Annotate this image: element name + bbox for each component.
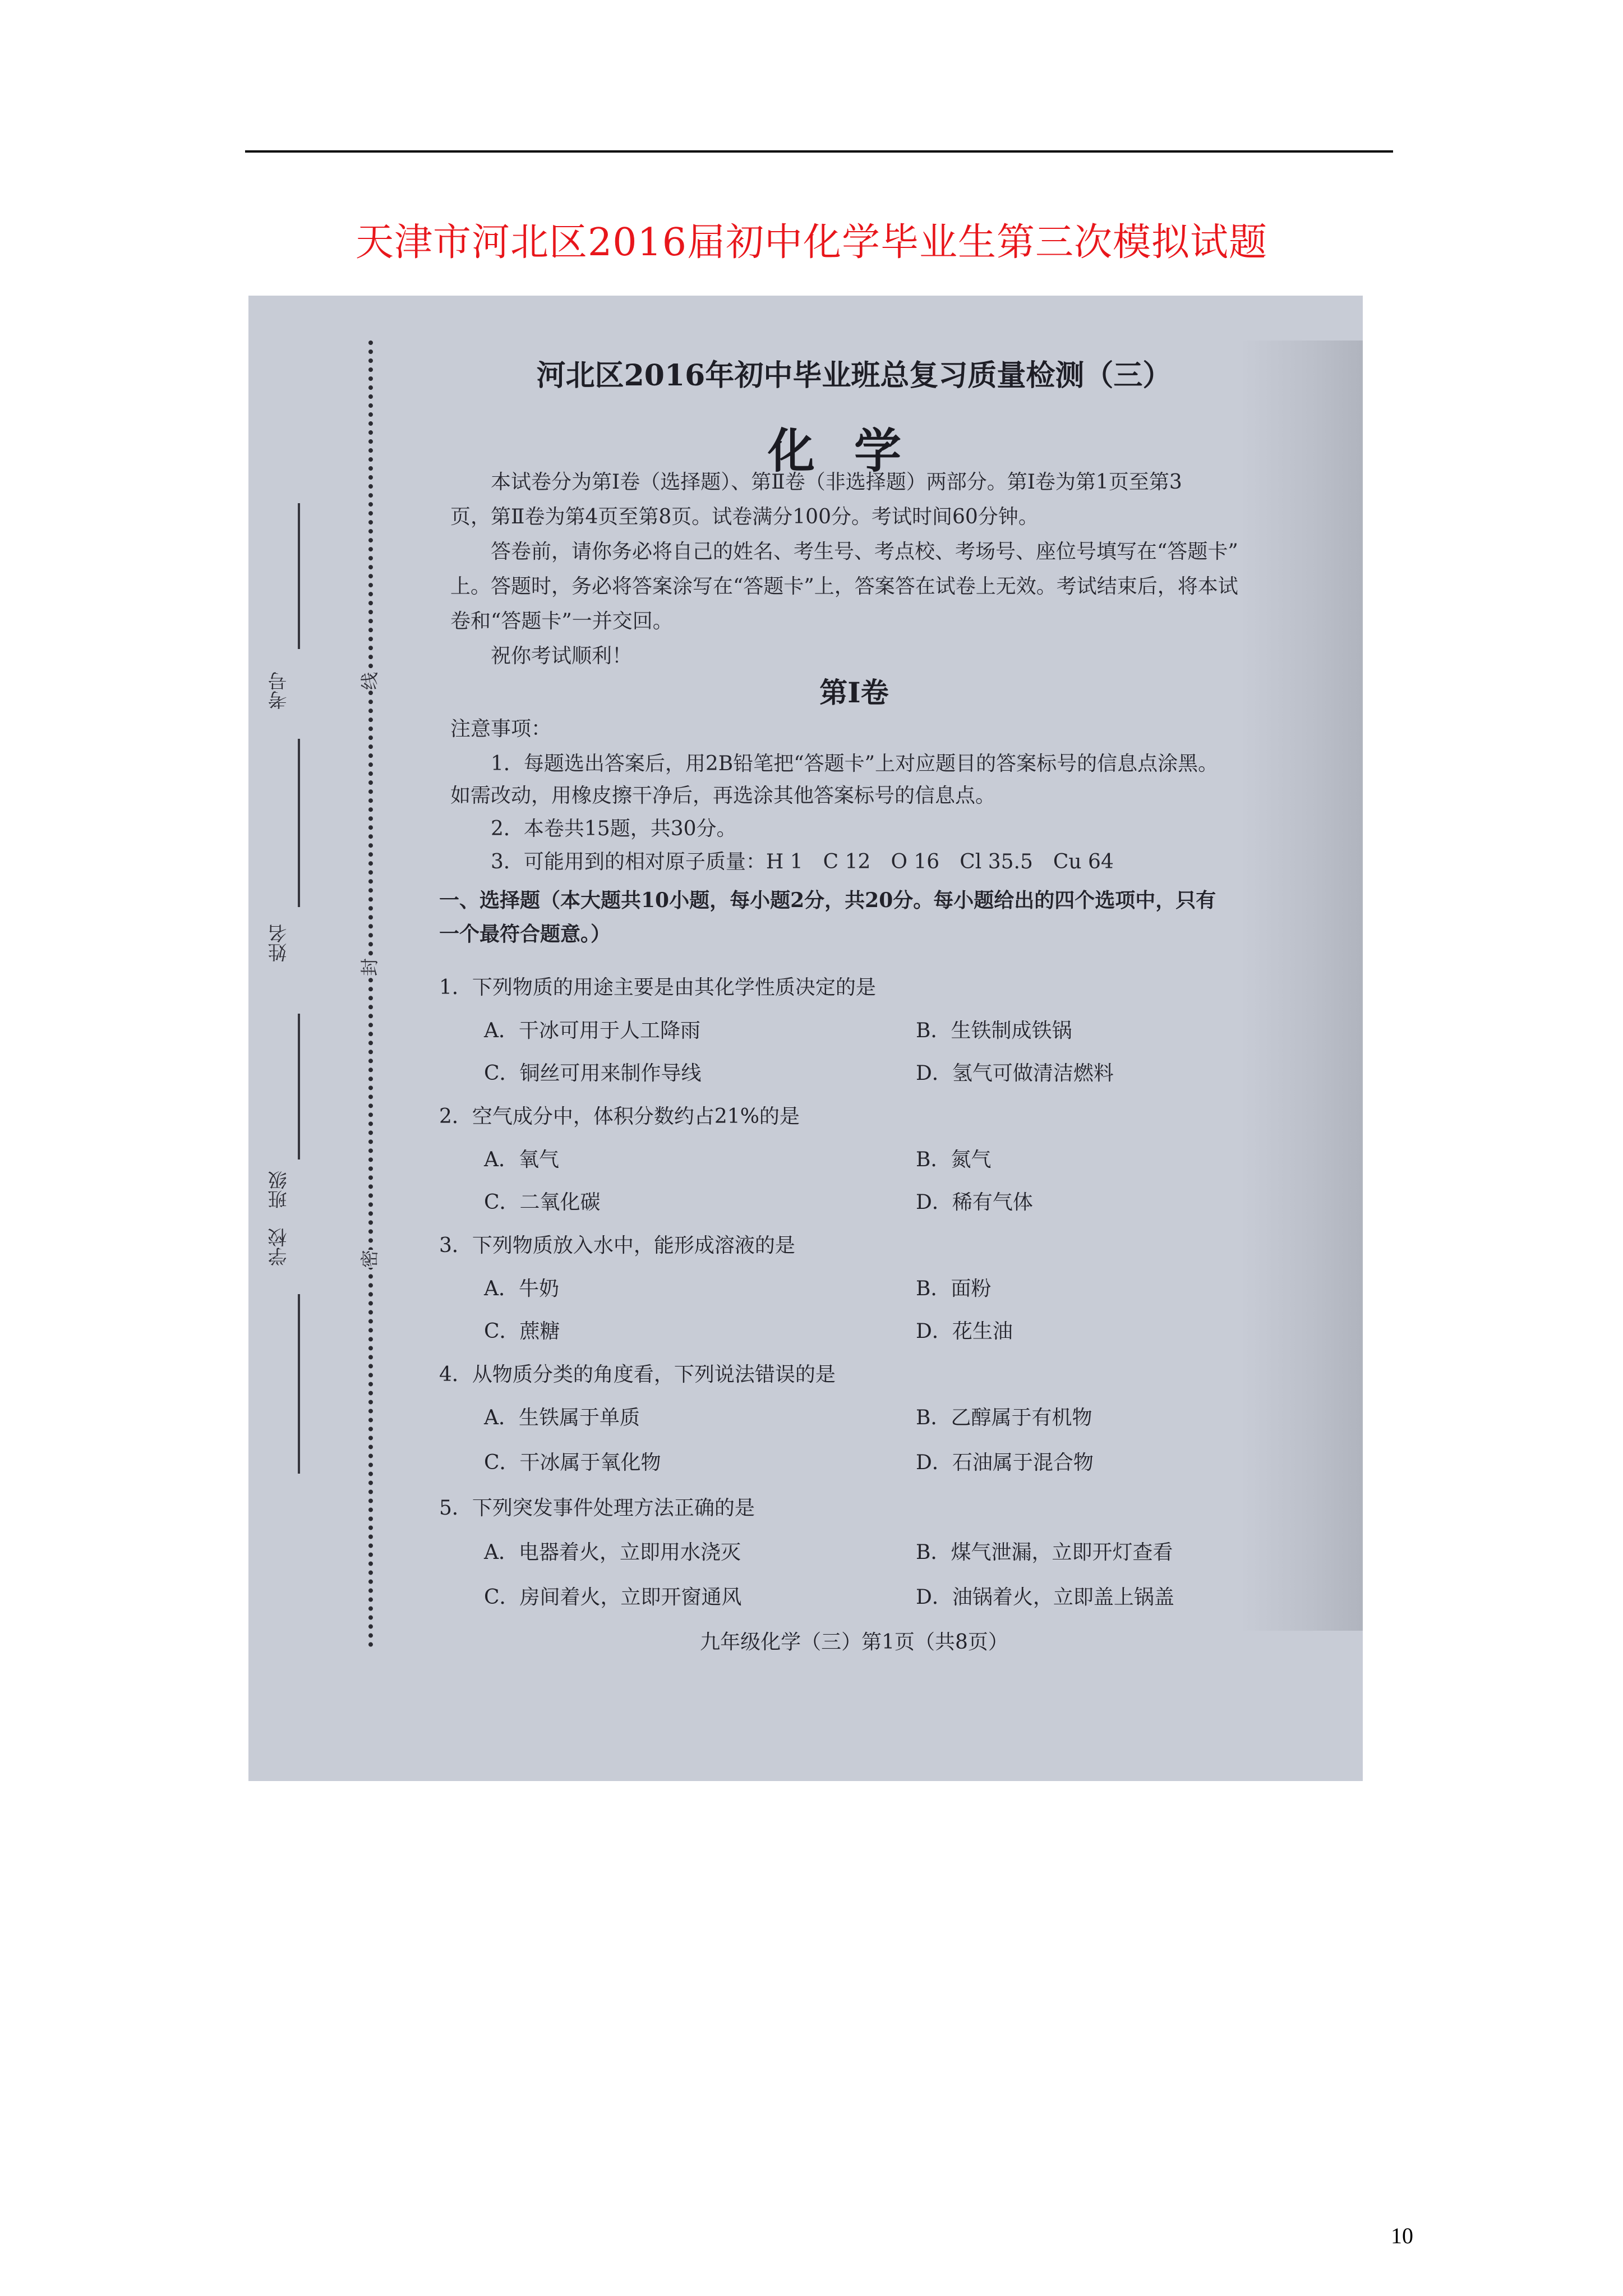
- page-number: 10: [1391, 2223, 1413, 2248]
- intro-line-5: 卷和“答题卡”一并交回。: [450, 610, 673, 633]
- question-5-option-d: D．油锅着火，立即盖上锅盖: [916, 1586, 1174, 1609]
- question-1-option-d: D．氢气可做清洁燃料: [916, 1062, 1114, 1085]
- question-3-option-d: D．花生油: [916, 1320, 1013, 1343]
- question-5-option-a: A．电器着火，立即用水浇灭: [484, 1541, 741, 1564]
- intro-line-4: 上。答题时，务必将答案涂写在“答题卡”上，答案答在试卷上无效。考试结束后，将本试: [450, 575, 1238, 598]
- question-2-option-c: C．二氧化碳: [484, 1191, 601, 1214]
- question-2-option-d: D．稀有气体: [916, 1191, 1033, 1214]
- note-line-3: 2．本卷共15题，共30分。: [491, 817, 737, 840]
- section-title: 第Ⅰ卷: [819, 676, 889, 709]
- document-title: 天津市河北区2016届初中化学毕业生第三次模拟试题: [355, 220, 1268, 265]
- question-4-option-d: D．石油属于混合物: [916, 1451, 1094, 1474]
- question-1-option-a: A．干冰可用于人工降雨: [484, 1019, 700, 1042]
- note-line-1: 1．每题选出答案后，用2B铅笔把“答题卡”上对应题目的答案标号的信息点涂黑。: [491, 752, 1219, 775]
- intro-line-1: 本试卷分为第Ⅰ卷（选择题）、第Ⅱ卷（非选择题）两部分。第Ⅰ卷为第1页至第3: [491, 471, 1182, 494]
- note-line-4: 3．可能用到的相对原子质量：H 1 C 12 O 16 Cl 35.5 Cu 64: [491, 850, 1114, 873]
- school-class-label: 学校 班级: [268, 1171, 291, 1266]
- question-4-option-a: A．生铁属于单质: [484, 1406, 640, 1429]
- seal-mark-mi: 密: [353, 1250, 384, 1268]
- question-4-option-c: C．干冰属于氧化物: [484, 1451, 661, 1474]
- note-line-2: 如需改动，用橡皮擦干净后，再选涂其他答案标号的信息点。: [450, 784, 996, 807]
- scan-page-footer: 九年级化学（三）第1页（共8页）: [700, 1631, 1008, 1654]
- question-4-option-b: B．乙醇属于有机物: [916, 1406, 1092, 1429]
- question-2-option-a: A．氧气: [484, 1148, 559, 1171]
- question-3-option-b: B．面粉: [916, 1277, 992, 1300]
- intro-line-2: 页，第Ⅱ卷为第4页至第8页。试卷满分100分。考试时间60分钟。: [450, 505, 1039, 528]
- exam-no-line: [298, 503, 300, 649]
- question-2-stem: 2．空气成分中，体积分数约占21%的是: [439, 1105, 800, 1128]
- part-heading-line-2: 一个最符合题意。）: [439, 922, 611, 946]
- exam-no-label: 考号: [268, 671, 291, 710]
- binding-dotted-line: [368, 341, 373, 1648]
- bleed-through-shadow: [1239, 341, 1363, 1631]
- part-heading-line-1: 一、选择题（本大题共10小题，每小题2分，共20分。每小题给出的四个选项中，只有: [439, 889, 1216, 912]
- question-1-stem: 1．下列物质的用途主要是由其化学性质决定的是: [439, 976, 876, 999]
- question-2-option-b: B．氮气: [916, 1148, 992, 1171]
- scanned-exam-page: [248, 296, 1363, 1781]
- question-5-option-b: B．煤气泄漏，立即开灯查看: [916, 1541, 1173, 1564]
- header-rule: [245, 150, 1393, 153]
- intro-line-6: 祝你考试顺利！: [491, 645, 633, 668]
- seal-mark-xian: 线: [353, 672, 384, 690]
- question-5-option-c: C．房间着火，立即开窗通风: [484, 1586, 742, 1609]
- question-1-option-b: B．生铁制成铁锅: [916, 1019, 1072, 1042]
- exam-title: 河北区2016年初中毕业班总复习质量检测（三）: [536, 358, 1172, 393]
- seal-mark-feng: 封: [353, 958, 384, 976]
- intro-line-3: 答卷前，请你务必将自己的姓名、考生号、考点校、考场号、座位号填写在“答题卡”: [491, 540, 1238, 563]
- question-4-stem: 4．从物质分类的角度看，下列说法错误的是: [439, 1363, 836, 1386]
- school-line: [298, 1294, 300, 1474]
- subject-title: 化学: [767, 423, 940, 478]
- name-label: 姓名: [268, 924, 291, 962]
- question-3-option-c: C．蔗糖: [484, 1320, 560, 1343]
- question-1-option-c: C．铜丝可用来制作导线: [484, 1062, 702, 1085]
- question-5-stem: 5．下列突发事件处理方法正确的是: [439, 1497, 755, 1520]
- notes-heading: 注意事项：: [450, 717, 552, 740]
- class-line: [298, 1014, 300, 1159]
- question-3-stem: 3．下列物质放入水中，能形成溶液的是: [439, 1234, 795, 1257]
- name-line: [298, 739, 300, 907]
- question-3-option-a: A．牛奶: [484, 1277, 559, 1300]
